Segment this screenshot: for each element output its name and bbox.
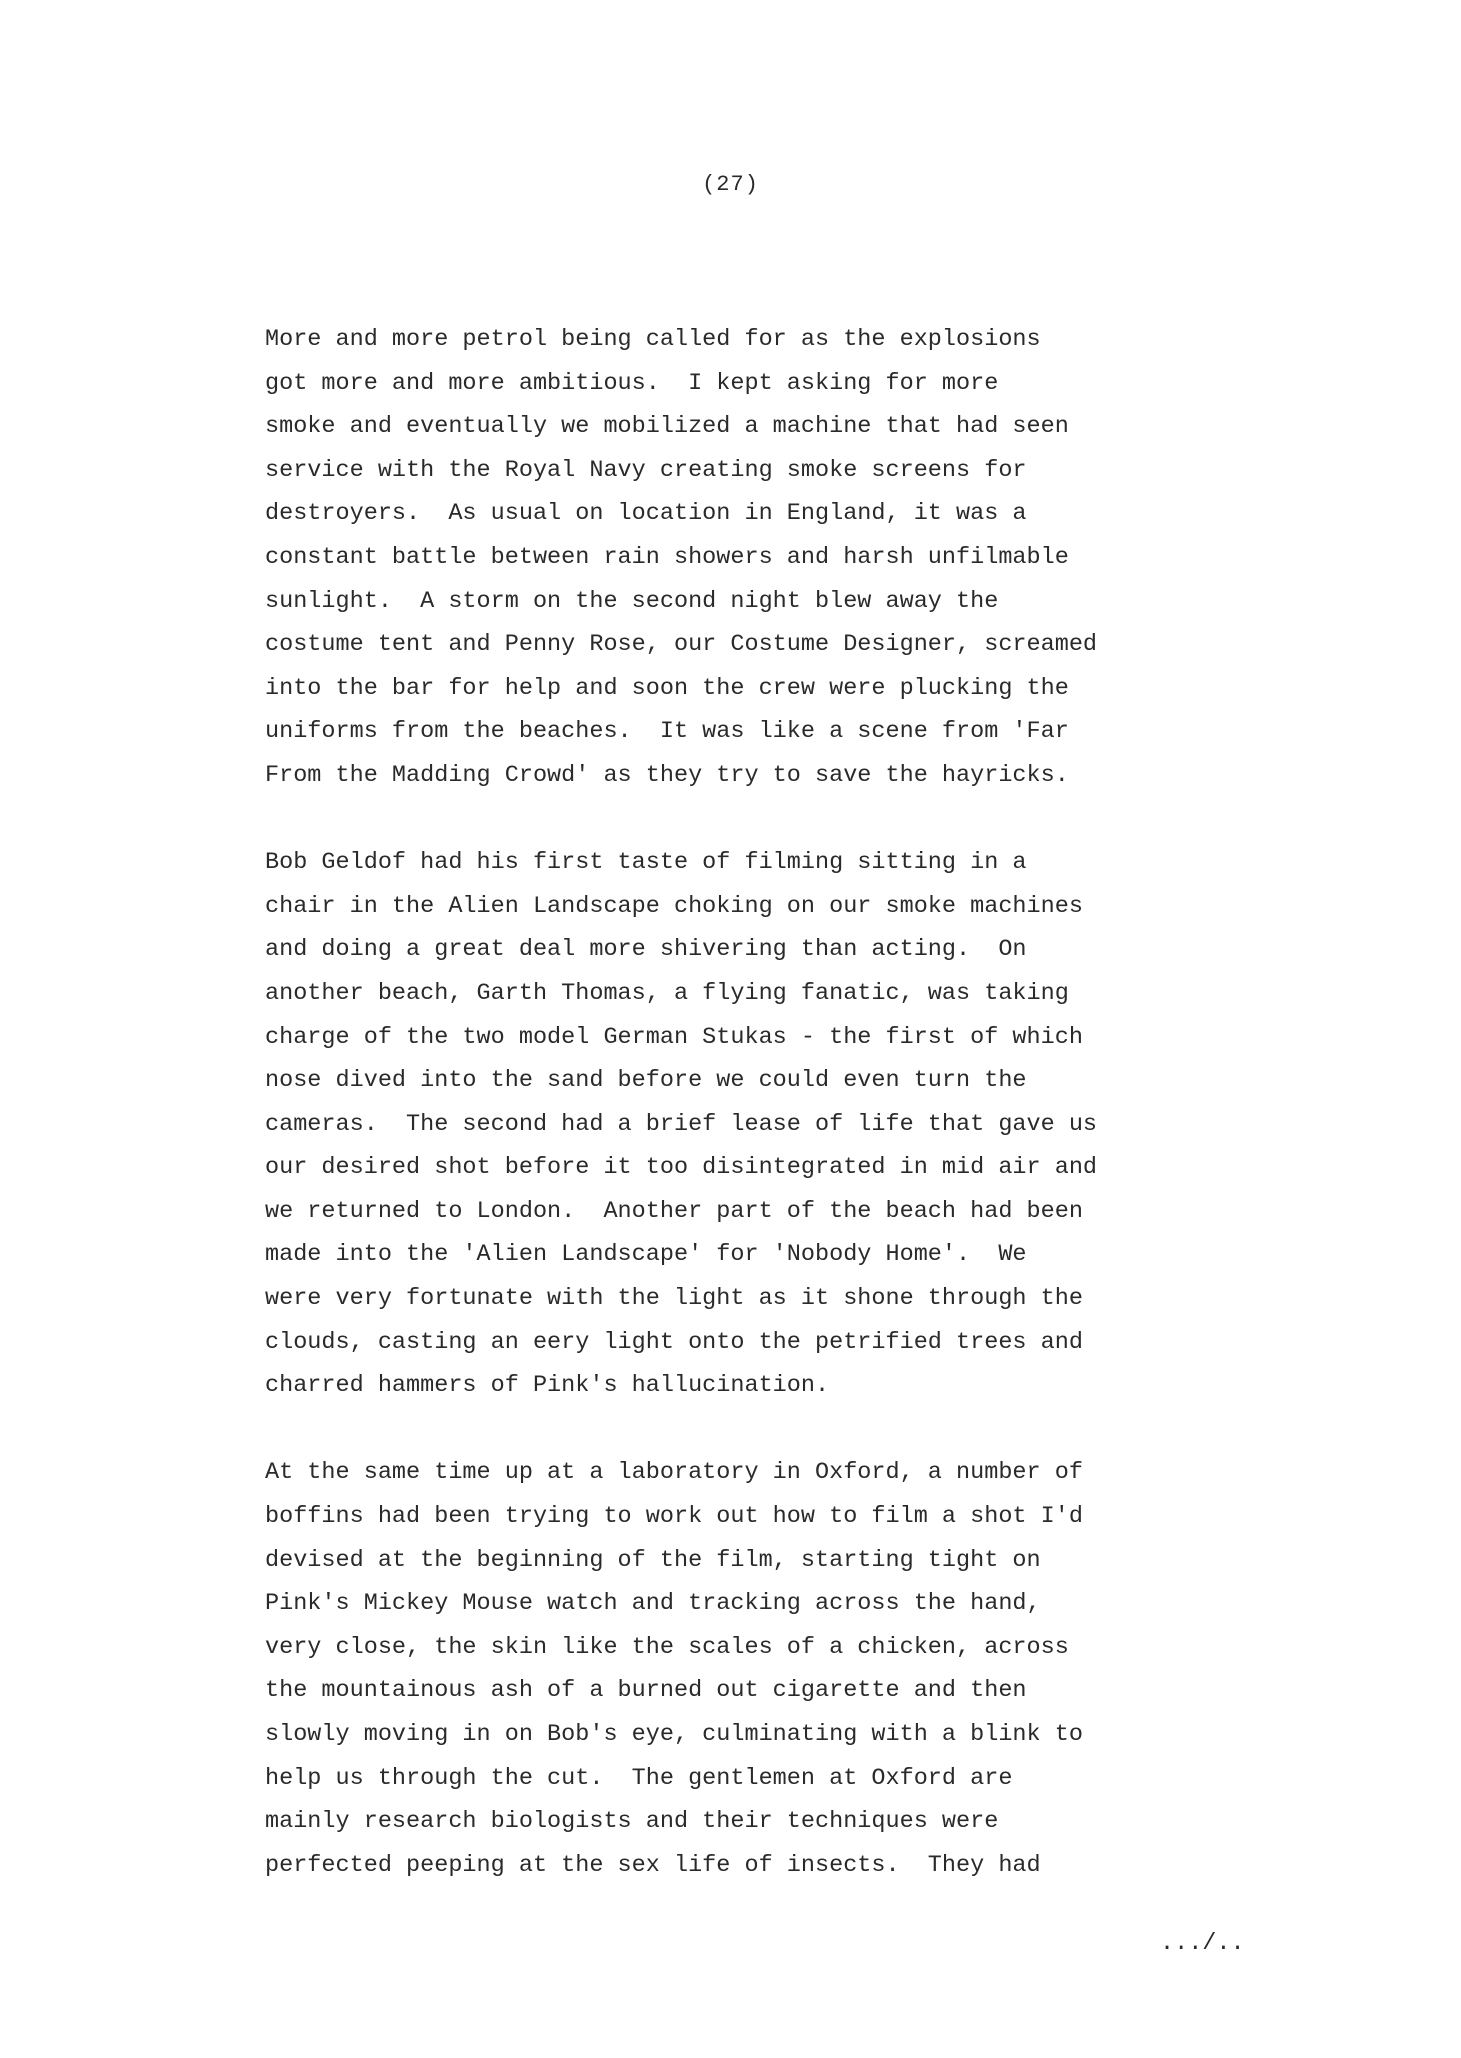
paragraph-1 — [265, 318, 1325, 798]
text-line: mainly research biologists and their techniques were — [265, 1808, 999, 1836]
body-text — [265, 318, 1325, 1887]
text-line: service with the Royal Navy creating smoke screens for — [265, 456, 1027, 484]
continuation-mark: .../.. — [1160, 1930, 1245, 1957]
text-line: smoke and eventually we mobilized a machine that had seen — [265, 413, 1069, 441]
page-number: (27) — [702, 172, 759, 197]
paragraph-spacer — [265, 798, 1325, 842]
text-line: constant battle between rain showers and harsh unfilmable — [265, 543, 1069, 571]
text-line: charred hammers of Pink's hallucination. — [265, 1372, 830, 1400]
text-line: destroyers. As usual on location in England, it was a — [265, 500, 1027, 528]
text-line: uniforms from the beaches. It was like a scene from 'Far — [265, 718, 1069, 746]
text-line: perfected peeping at the sex life of insects. They had — [265, 1851, 1041, 1879]
paragraph-spacer — [265, 1408, 1325, 1452]
text-line: Pink's Mickey Mouse watch and tracking across the hand, — [265, 1590, 1041, 1618]
text-line: chair in the Alien Landscape choking on our smoke machines — [265, 892, 1083, 920]
text-line: made into the 'Alien Landscape' for 'Nobody Home'. We — [265, 1241, 1027, 1269]
text-line: into the bar for help and soon the crew were plucking the — [265, 674, 1069, 702]
text-line: From the Madding Crowd' as they try to save the hayricks. — [265, 761, 1069, 789]
text-line: clouds, casting an eery light onto the petrified trees and — [265, 1328, 1083, 1356]
text-line: nose dived into the sand before we could even turn the — [265, 1067, 1027, 1095]
text-line: help us through the cut. The gentlemen at Oxford are — [265, 1764, 1013, 1792]
text-line: slowly moving in on Bob's eye, culminating with a blink to — [265, 1721, 1083, 1748]
text-line: Bob Geldof had his first taste of filming sitting in a — [265, 849, 1027, 877]
text-line: another beach, Garth Thomas, a flying fanatic, was taking — [265, 979, 1069, 1007]
text-line: More and more petrol being called for as the explosions — [265, 326, 1041, 353]
text-line: our desired shot before it too disintegrated in mid air and — [265, 1154, 1098, 1182]
text-line: cameras. The second had a brief lease of life that gave us — [265, 1110, 1098, 1138]
paragraph-3 — [265, 1451, 1325, 1887]
text-line: and doing a great deal more shivering than acting. On — [265, 936, 1027, 964]
text-line: boffins had been trying to work out how to film a shot I'd — [265, 1503, 1083, 1531]
text-line: were very fortunate with the light as it shone through the — [265, 1285, 1083, 1313]
text-line: the mountainous ash of a burned out cigarette and then — [265, 1677, 1027, 1705]
text-line: we returned to London. Another part of the beach had been — [265, 1197, 1083, 1225]
paragraph-2 — [265, 841, 1325, 1408]
text-line: got more and more ambitious. I kept asking for more — [265, 369, 999, 397]
text-line: charge of the two model German Stukas - the first of which — [265, 1023, 1083, 1051]
text-line: At the same time up at a laboratory in Oxford, a number of — [265, 1459, 1083, 1487]
text-line: very close, the skin like the scales of a chicken, across — [265, 1633, 1069, 1661]
text-line: sunlight. A storm on the second night blew away the — [265, 587, 999, 615]
text-line: devised at the beginning of the film, starting tight on — [265, 1546, 1041, 1574]
text-line: costume tent and Penny Rose, our Costume Designer, screamed — [265, 631, 1098, 659]
